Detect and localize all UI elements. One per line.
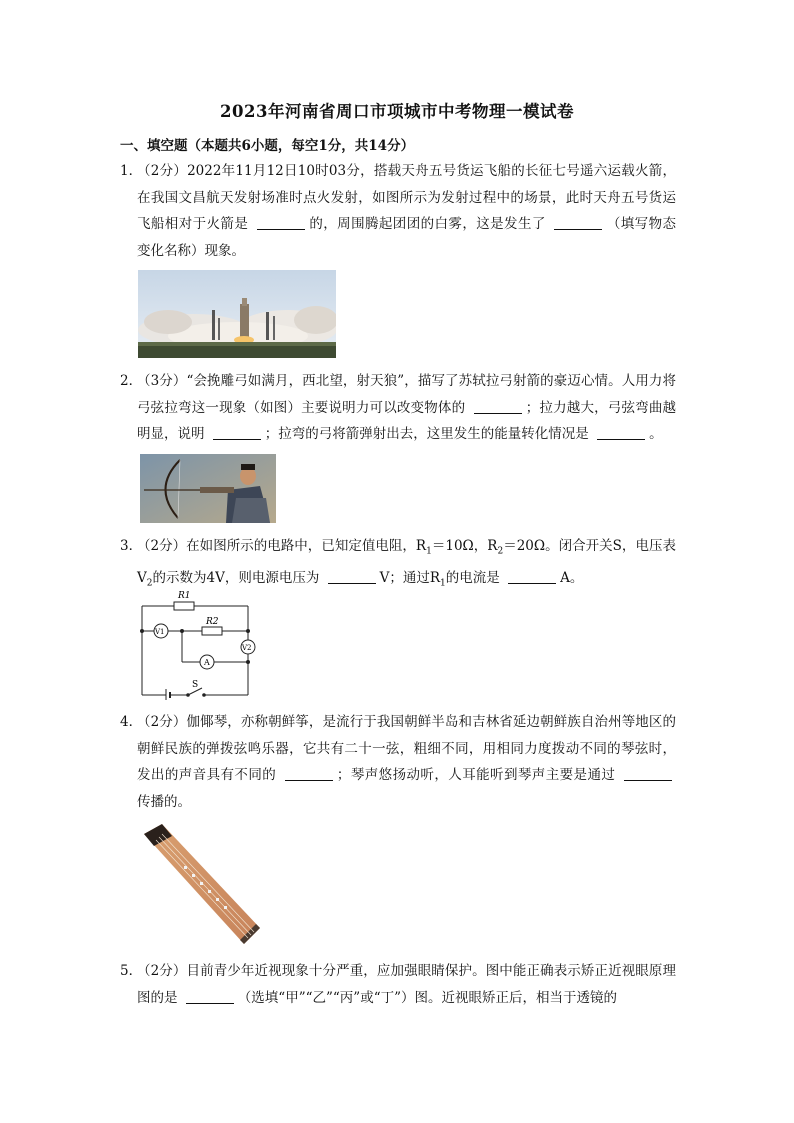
question-score: （2分） — [137, 163, 188, 179]
subscript: 2 — [497, 546, 504, 557]
question-text: “会挽雕弓如满月，西北望，射天狼”，描写了苏轼拉弓射箭的豪迈心情。人用力将弓弦拉弯这一现象（如图）主要说明力可以改变物体的 — [137, 373, 676, 416]
switch-label: S — [192, 680, 199, 690]
answer-blank[interactable] — [213, 425, 261, 440]
answer-blank[interactable] — [257, 215, 305, 230]
r2-label: R2 — [206, 617, 219, 627]
ammeter-label: A — [204, 658, 210, 667]
rocket-launch-image — [138, 270, 336, 358]
answer-blank[interactable] — [554, 215, 602, 230]
question-text: V；通过R — [379, 570, 441, 587]
question-text: 。 — [649, 426, 663, 442]
question-5 — [120, 958, 676, 1011]
question-number: 5． — [120, 963, 143, 979]
question-number: 1． — [120, 163, 143, 179]
question-text: ；拉弯的弓将箭弹射出去，这里发生的能量转化情况是 — [264, 426, 589, 442]
section-heading: 一、填空题（本题共6小题，每空1分，共14分） — [120, 138, 415, 154]
question-text: 的电流是 — [445, 570, 500, 587]
answer-blank[interactable] — [186, 989, 234, 1004]
question-score: （3分） — [137, 373, 187, 389]
question-number: 3． — [120, 538, 143, 554]
subscript: 1 — [440, 578, 446, 589]
question-text: 的示数为4V，则电源电压为 — [152, 570, 320, 587]
question-text: 传播的。 — [137, 793, 191, 810]
subscript: 1 — [426, 546, 432, 557]
gayageum-image — [136, 820, 264, 950]
subscript: 2 — [146, 578, 153, 589]
question-text: ＝20Ω。闭合开关S，电压表V — [137, 538, 676, 587]
v1-label: V1 — [155, 628, 165, 636]
question-text: ＝10Ω，R — [431, 538, 498, 554]
question-text: ；拉力越大，弓弦弯曲越明显，说明 — [137, 399, 677, 442]
r1-label: R1 — [178, 591, 191, 601]
question-text: 在如图所示的电路中，已知定值电阻，R — [186, 538, 427, 554]
question-text: 的，周围腾起团团的白雾，这是发生了 — [308, 216, 546, 232]
question-2 — [120, 368, 676, 448]
archer-image — [140, 454, 276, 523]
answer-blank[interactable] — [624, 766, 672, 781]
question-score: （2分） — [137, 538, 187, 554]
question-text: 目前青少年近视现象十分严重，应加强眼睛保护。图中能正确表示矫正近视眼原理图的是 — [137, 963, 677, 1006]
answer-blank[interactable] — [328, 569, 376, 584]
question-text: 伽倻琴，亦称朝鲜筝，是流行于我国朝鲜半岛和吉林省延边朝鲜族自治州等地区的朝鲜民族的弹拨弦鸣乐器，它共有二十一弦，粗细不同，用相同力度拨动不同的琴弦时，发出的声音具有不同的 — [137, 714, 677, 783]
answer-blank[interactable] — [285, 766, 333, 781]
question-text: （填写物态变化名称）现象。 — [137, 216, 676, 259]
answer-blank[interactable] — [597, 425, 645, 440]
answer-blank[interactable] — [508, 569, 556, 584]
question-number: 4． — [120, 714, 143, 730]
question-score: （2分） — [137, 714, 187, 730]
question-text: A。 — [560, 570, 584, 587]
answer-blank[interactable] — [474, 399, 522, 414]
question-text: ；琴声悠扬动听，人耳能听到琴声主要是通过 — [336, 767, 616, 783]
question-score: （2分） — [137, 963, 187, 979]
question-1 — [120, 158, 676, 264]
question-4 — [120, 709, 676, 815]
question-text: （选填“甲”“乙”“丙”或“丁”）图。近视眼矫正后，相当于透镜的 — [237, 989, 618, 1006]
circuit-diagram — [136, 588, 256, 700]
question-text: 2022年11月12日10时03分，搭载天舟五号货运飞船的长征七号遥六运载火箭，在我国文昌航天发射场准时点火发射，如图所示为发射过程中的场景，此时天舟五号货运飞船相对于火箭是 — [137, 163, 676, 232]
v2-label: V2 — [242, 644, 252, 652]
question-number: 2． — [120, 373, 143, 389]
page-title: 2023年河南省周口市项城市中考物理一模试卷 — [220, 102, 574, 121]
